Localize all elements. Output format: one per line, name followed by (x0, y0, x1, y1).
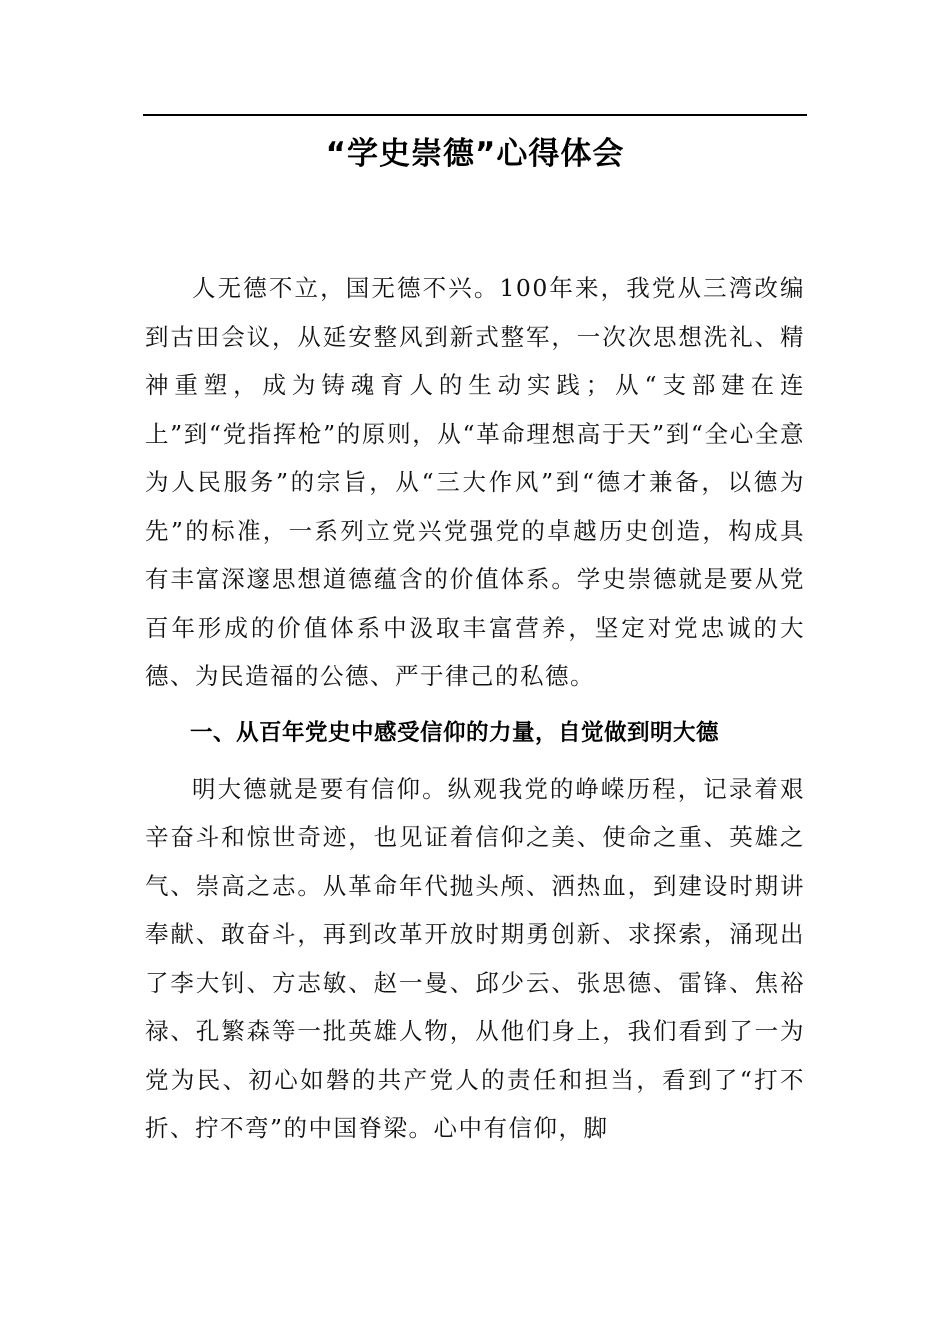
header-rule (143, 114, 807, 116)
section-paragraph: 明大德就是要有信仰。纵观我党的峥嵘历程，记录着艰辛奋斗和惊世奇迹，也见证着信仰之美、使命之重、英雄之气、崇高之志。从革命年代抛头颅、洒热血，到建设时期讲奉献、敢奋斗，再到改革开放时期勇创新、求探索，涌现出了李大钊、方志敏、赵一曼、邱少云、张思德、雷锋、焦裕禄、孔繁森等一批英雄人物，从他们身上，我们看到了一为党为民、初心如磐的共产党人的责任和担当，看到了“打不折、拧不弯”的中国脊梁。心中有信仰，脚 (145, 774, 805, 1142)
document-title: “学史崇德”心得体会 (325, 136, 625, 172)
section-heading: 一、从百年党史中感受信仰的力量，自觉做到明大德 (190, 719, 720, 746)
document-body (145, 264, 805, 1153)
intro-paragraph: 人无德不立，国无德不兴。100年来，我党从三湾改编到古田会议，从延安整风到新式整军，一次次思想洗礼、精神重塑，成为铸魂育人的生动实践；从“支部建在连上”到“党指挥枪”的原则，从“革命理想高于天”到“全心全意为人民服务”的宗旨，从“三大作风”到“德才兼备，以德为先”的标准，一系列立党兴党强党的卓越历史创造，构成具有丰富深邃思想道德蕴含的价值体系。学史崇德就是要从党百年形成的价值体系中汲取丰富营养，坚定对党忠诚的大德、为民造福的公德、严于律己的私德。 (145, 274, 805, 690)
